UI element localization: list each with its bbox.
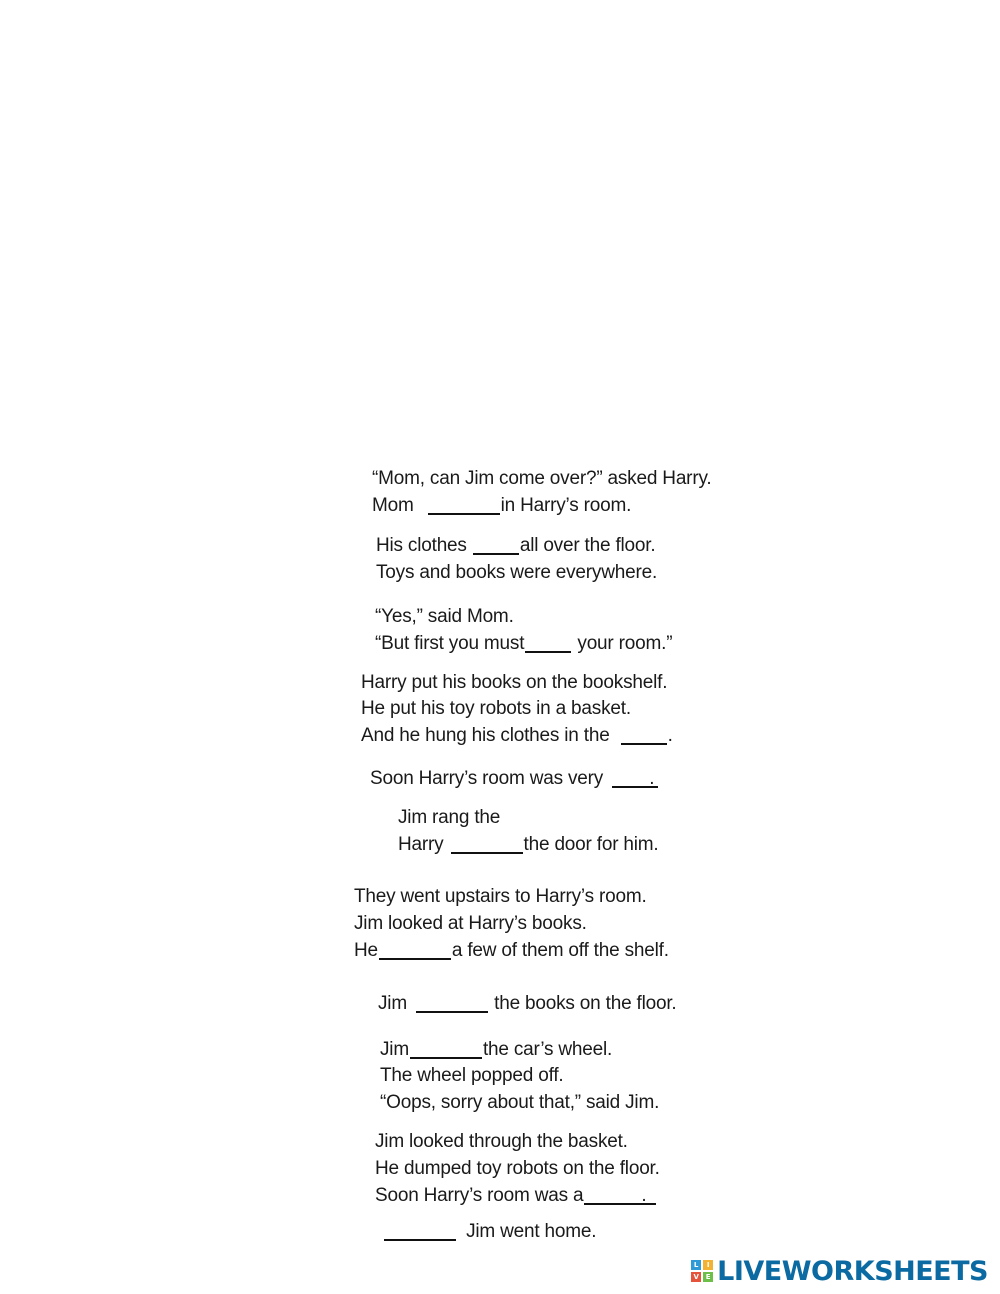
story-text: Jim: [378, 993, 407, 1014]
story-line: [383, 1221, 596, 1243]
story-line: He dumped toy robots on the floor.: [375, 1158, 660, 1179]
story-line: [398, 834, 659, 856]
answer-blank-2[interactable]: [473, 535, 519, 555]
story-text: Soon Harry’s room was very: [370, 768, 604, 789]
answer-blank-9[interactable]: [410, 1039, 482, 1059]
story-text: the car’s wheel.: [482, 1039, 613, 1060]
answer-blank-4[interactable]: [621, 725, 667, 745]
story-line: “Yes,” said Mom.: [375, 606, 514, 627]
story-text: .: [641, 1185, 647, 1206]
story-text: in Harry’s room.: [500, 495, 632, 516]
story-line: Jim rang the: [398, 807, 501, 828]
logo-tile: L: [691, 1260, 701, 1270]
story-text: .: [667, 725, 673, 746]
story-text: a few of them off the shelf.: [451, 940, 669, 961]
story-line: The wheel popped off.: [380, 1065, 564, 1086]
story-line: [380, 1039, 612, 1061]
story-text: And he hung his clothes in the: [361, 725, 610, 746]
story-line: [378, 993, 677, 1015]
answer-blank-8[interactable]: [416, 993, 488, 1013]
answer-blank-1[interactable]: [428, 495, 500, 515]
story-text: your room.”: [577, 633, 673, 654]
logo-tile: E: [703, 1272, 713, 1282]
story-line: [376, 535, 655, 557]
story-text: “But first you must: [375, 633, 525, 654]
story-line: He put his toy robots in a basket.: [361, 698, 631, 719]
logo-tile: I: [703, 1260, 713, 1270]
story-text: He: [354, 940, 378, 961]
story-line: [372, 495, 631, 517]
story-text: all over the floor.: [519, 535, 656, 556]
story-line: “Mom, can Jim come over?” asked Harry.: [372, 468, 712, 489]
logo-tile: V: [691, 1272, 701, 1282]
story-line: [375, 1185, 646, 1207]
liveworksheets-logo[interactable]: [691, 1256, 988, 1286]
story-line: Harry put his books on the bookshelf.: [361, 672, 668, 693]
answer-blank-6[interactable]: [451, 834, 523, 854]
answer-blank-7[interactable]: [379, 940, 451, 960]
story-text: Soon Harry’s room was a: [375, 1185, 584, 1206]
story-text: Jim: [380, 1039, 409, 1060]
story-line: [370, 768, 654, 790]
answer-blank-11[interactable]: [384, 1221, 456, 1241]
story-line: Toys and books were everywhere.: [376, 562, 658, 583]
story-line: [375, 633, 672, 655]
answer-blank-3[interactable]: [525, 633, 571, 653]
story-line: Jim looked at Harry’s books.: [354, 913, 587, 934]
story-line: [354, 940, 669, 962]
logo-text: LIVEWORKSHEETS: [717, 1255, 988, 1287]
story-line: Jim looked through the basket.: [375, 1131, 628, 1152]
story-text: His clothes: [376, 535, 467, 556]
story-text: the books on the floor.: [494, 993, 677, 1014]
story-text: Mom: [372, 495, 414, 516]
story-line: They went upstairs to Harry’s room.: [354, 886, 647, 907]
story-text: the door for him.: [523, 834, 659, 855]
logo-icon: [691, 1260, 713, 1282]
story-line: “Oops, sorry about that,” said Jim.: [380, 1092, 660, 1113]
story-text: Harry: [398, 834, 444, 855]
story-text: .: [649, 768, 655, 789]
story-text: Jim went home.: [466, 1221, 597, 1242]
story-line: [361, 725, 673, 747]
